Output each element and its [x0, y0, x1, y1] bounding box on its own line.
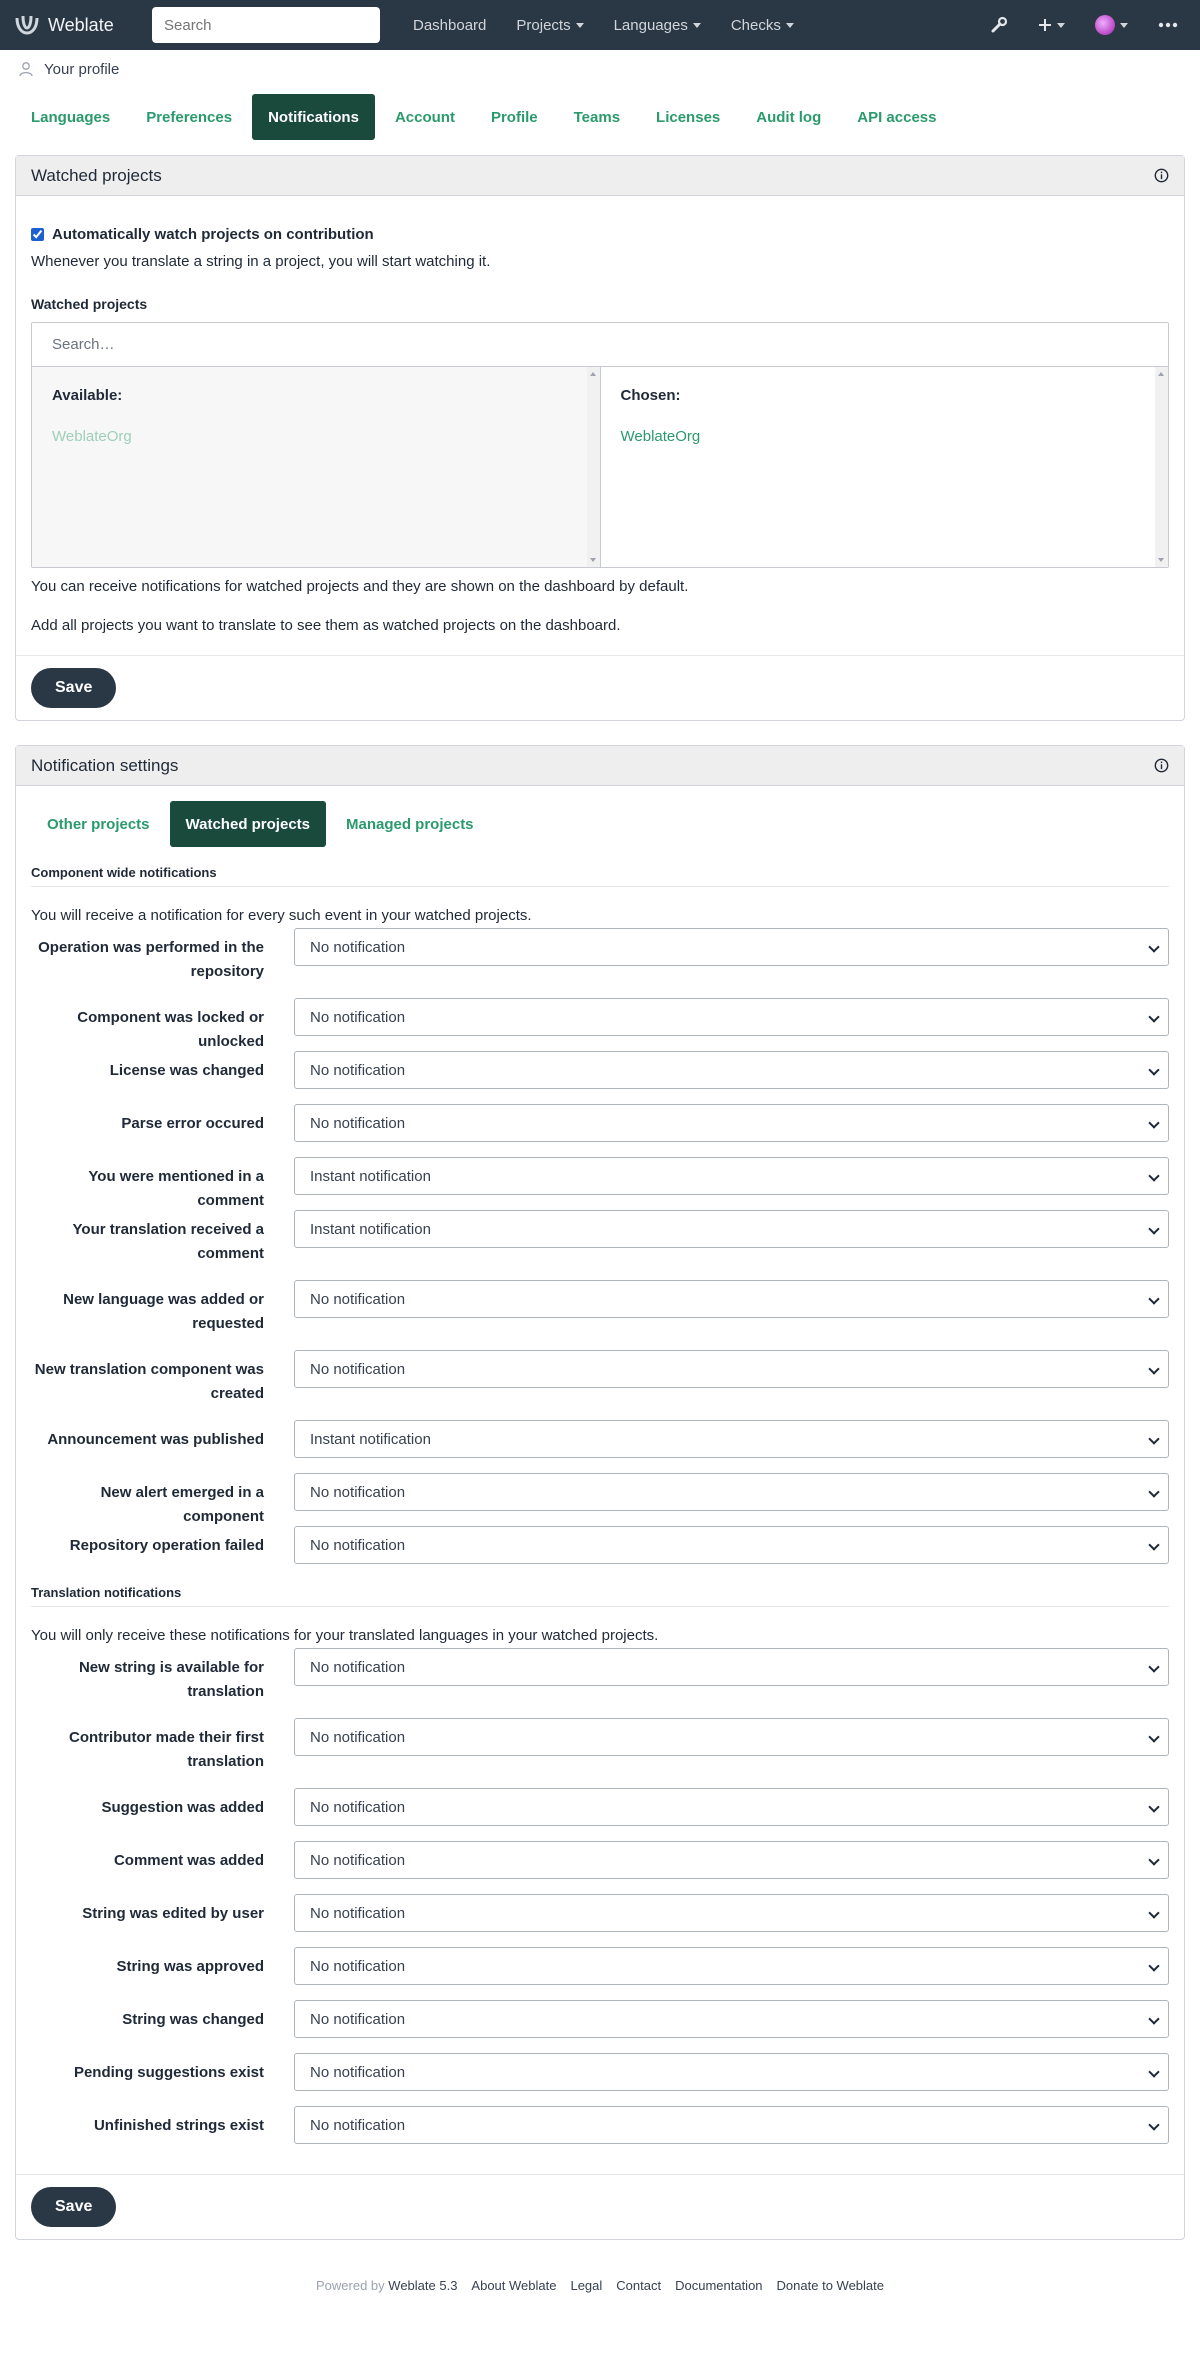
notification-label: Pending suggestions exist — [73, 2064, 264, 2081]
notification-row — [31, 1473, 1169, 1526]
chevron-down-icon — [1148, 1011, 1159, 1022]
notification-select[interactable] — [294, 1350, 1169, 1388]
scroll-down-icon[interactable] — [1158, 558, 1164, 562]
notification-select[interactable] — [294, 2053, 1169, 2091]
chevron-down-icon — [1148, 1223, 1159, 1234]
breadcrumb-label[interactable]: Your profile — [44, 60, 120, 78]
chosen-list — [601, 367, 1169, 567]
footer-link-legal[interactable]: Legal — [570, 2278, 603, 2293]
chosen-item[interactable]: WeblateOrg — [620, 428, 701, 445]
notification-row — [31, 2053, 1169, 2106]
chevron-down-icon — [1148, 1539, 1159, 1550]
notification-row — [31, 1210, 1169, 1280]
profile-tabs — [0, 93, 1200, 141]
notification-row — [31, 1718, 1169, 1788]
tab-preferences[interactable]: Preferences — [146, 108, 233, 126]
notification-label: Your translation received a comment — [72, 1221, 264, 1262]
chevron-down-icon — [1148, 1117, 1159, 1128]
save-notifications-button[interactable]: Save — [31, 2187, 116, 2227]
tab-teams[interactable]: Teams — [573, 108, 621, 126]
notification-select-value: No notification — [310, 2116, 406, 2134]
notification-select[interactable] — [294, 1788, 1169, 1826]
notification-row — [31, 1788, 1169, 1841]
auto-watch-checkbox[interactable] — [31, 228, 44, 241]
chevron-down-icon — [1148, 1907, 1159, 1918]
chevron-down-icon — [1148, 1170, 1159, 1181]
auto-watch-help: Whenever you translate a string in a project, you will start watching it. — [31, 253, 491, 270]
nav-search-input[interactable] — [152, 7, 380, 43]
notification-label: Contributor made their first translation — [68, 1729, 264, 1770]
chevron-down-icon — [1148, 2013, 1159, 2024]
scroll-up-icon[interactable] — [1158, 372, 1164, 376]
brand[interactable] — [14, 12, 152, 38]
notification-select[interactable] — [294, 2106, 1169, 2144]
nav-link-label: Languages — [613, 16, 688, 34]
footer-link-contact[interactable]: Contact — [616, 2278, 662, 2293]
chevron-down-icon — [1148, 1731, 1159, 1742]
nav-right — [990, 15, 1186, 35]
tab-languages[interactable]: Languages — [31, 108, 111, 126]
translation-section-heading: Translation notifications — [31, 1585, 1169, 1607]
caret-down-icon — [1057, 23, 1065, 28]
translation-rows — [31, 1648, 1169, 2159]
footer-version-link[interactable]: Weblate 5.3 — [388, 2278, 458, 2293]
notification-row — [31, 1420, 1169, 1473]
caret-down-icon — [1120, 23, 1128, 28]
notification-select-value: Instant notification — [310, 1430, 431, 1448]
notification-select[interactable] — [294, 1648, 1169, 1686]
selector-lists — [32, 367, 1168, 567]
notification-select-value: No notification — [310, 1798, 406, 1816]
nav-link-label: Checks — [730, 16, 781, 34]
notification-select-value: No notification — [310, 1008, 406, 1026]
project-search-input[interactable]: Search… — [32, 323, 1168, 367]
tab-api-access[interactable]: API access — [857, 108, 937, 126]
notification-select[interactable] — [294, 1473, 1169, 1511]
notification-select-value: No notification — [310, 1851, 406, 1869]
notification-select[interactable] — [294, 1280, 1169, 1318]
tab-watched-projects[interactable]: Watched projects — [170, 801, 326, 847]
notification-label: Announcement was published — [47, 1431, 264, 1448]
notification-select-value: No notification — [310, 2010, 406, 2028]
notification-label: New translation component was created — [34, 1361, 264, 1402]
notification-select[interactable] — [294, 1157, 1169, 1195]
chevron-down-icon — [1148, 1854, 1159, 1865]
notification-label: License was changed — [109, 1062, 264, 1079]
notification-row — [31, 1104, 1169, 1157]
available-list — [32, 367, 601, 567]
component-rows — [31, 928, 1169, 1579]
notification-label: Comment was added — [113, 1852, 264, 1869]
notification-select-value: No notification — [310, 1957, 406, 1975]
translation-section-help: You will only receive these notifications for your translated languages in your watched projects. — [31, 1627, 659, 1644]
footer-link-about[interactable]: About Weblate — [471, 2278, 557, 2293]
notification-label: Repository operation failed — [69, 1537, 264, 1554]
scroll-up-icon[interactable] — [590, 372, 596, 376]
panel-heading — [16, 156, 1184, 196]
brand-name: Weblate — [48, 14, 114, 35]
nav-link-languages[interactable] — [599, 17, 716, 34]
chevron-down-icon — [1148, 1661, 1159, 1672]
notification-select[interactable] — [294, 1718, 1169, 1756]
notification-settings-panel — [15, 745, 1185, 2240]
notification-label: String was changed — [122, 2011, 264, 2028]
notification-label: Unfinished strings exist — [93, 2117, 264, 2134]
notification-select[interactable] — [294, 2000, 1169, 2038]
chevron-down-icon — [1148, 1960, 1159, 1971]
notification-select-value: No notification — [310, 1114, 406, 1132]
person-icon — [18, 61, 34, 77]
notification-select-value: No notification — [310, 1483, 406, 1501]
footer-link-documentation[interactable]: Documentation — [675, 2278, 763, 2293]
notification-select[interactable] — [294, 1526, 1169, 1564]
info-icon[interactable] — [1154, 758, 1169, 773]
caret-down-icon — [786, 23, 794, 28]
notification-select-value: No notification — [310, 1061, 406, 1079]
notification-row — [31, 2106, 1169, 2159]
chevron-down-icon — [1148, 1293, 1159, 1304]
notification-row — [31, 998, 1169, 1051]
chevron-down-icon — [1148, 1064, 1159, 1075]
footer-link-donate[interactable]: Donate to Weblate — [776, 2278, 884, 2293]
notification-select-value: Instant notification — [310, 1220, 431, 1238]
notification-select-value: No notification — [310, 938, 406, 956]
nav-link-label: Projects — [516, 16, 571, 34]
notification-select[interactable] — [294, 1210, 1169, 1248]
powered-by-label: Powered by — [316, 2278, 385, 2293]
notification-select[interactable] — [294, 1104, 1169, 1142]
panel-heading — [16, 746, 1184, 786]
notification-label: Parse error occured — [121, 1115, 264, 1132]
panel-footer — [16, 2174, 1184, 2239]
notification-select-value: No notification — [310, 1360, 406, 1378]
panel-body — [16, 196, 1184, 655]
caret-down-icon — [576, 23, 584, 28]
notification-label: Component was locked or unlocked — [77, 1009, 264, 1050]
tab-profile[interactable]: Profile — [490, 108, 538, 126]
notification-select[interactable] — [294, 1894, 1169, 1932]
chevron-down-icon — [1148, 2066, 1159, 2077]
plus-icon[interactable] — [1038, 18, 1065, 32]
chevron-down-icon — [1148, 1801, 1159, 1812]
panel-footer — [16, 655, 1184, 720]
watched-help-1: You can receive notifications for watched projects and they are shown on the dashboard by default. — [31, 578, 689, 595]
notification-label: String was approved — [116, 1958, 264, 1975]
chevron-down-icon — [1148, 2119, 1159, 2130]
notification-select[interactable] — [294, 928, 1169, 966]
notification-row — [31, 1947, 1169, 2000]
notification-label: New language was added or requested — [63, 1291, 264, 1332]
notification-row — [31, 1350, 1169, 1420]
notification-select-value: No notification — [310, 1658, 406, 1676]
notification-select[interactable] — [294, 1051, 1169, 1089]
watched-projects-label: Watched projects — [31, 296, 148, 312]
nav-link-projects[interactable] — [501, 17, 598, 34]
tab-managed-projects[interactable]: Managed projects — [346, 815, 474, 833]
top-navbar — [0, 0, 1200, 50]
chevron-down-icon — [1148, 1363, 1159, 1374]
nav-link-label: Dashboard — [413, 16, 487, 34]
notification-row — [31, 1051, 1169, 1104]
notification-select-value: Instant notification — [310, 1167, 431, 1185]
notification-label: String was edited by user — [82, 1905, 264, 1922]
tab-account[interactable]: Account — [394, 108, 455, 126]
chevron-down-icon — [1148, 941, 1159, 952]
chevron-down-icon — [1148, 1433, 1159, 1444]
panel-body — [16, 786, 1184, 2174]
notification-select-value: No notification — [310, 1728, 406, 1746]
notification-row — [31, 1894, 1169, 1947]
weblate-logo-icon — [14, 12, 40, 38]
scrollbar[interactable] — [1155, 367, 1168, 567]
notification-select-value: No notification — [310, 1904, 406, 1922]
save-watched-button[interactable]: Save — [31, 668, 116, 708]
notification-row — [31, 1526, 1169, 1579]
notification-row — [31, 2000, 1169, 2053]
breadcrumb — [0, 50, 1200, 88]
scrollbar[interactable] — [587, 367, 600, 567]
notification-row — [31, 1648, 1169, 1718]
watched-help-2: Add all projects you want to translate to see them as watched projects on the dashboard. — [31, 617, 621, 634]
notification-label: New string is available for translation — [78, 1659, 264, 1700]
notification-select-value: No notification — [310, 1536, 406, 1554]
tab-audit-log[interactable]: Audit log — [756, 108, 822, 126]
notification-select-value: No notification — [310, 2063, 406, 2081]
caret-down-icon — [693, 23, 701, 28]
notification-label: Operation was performed in the repository — [38, 939, 264, 980]
nav-links — [398, 17, 809, 34]
panel-title: Notification settings — [31, 755, 179, 775]
component-section-heading: Component wide notifications — [31, 865, 1169, 887]
notification-row — [31, 1157, 1169, 1210]
scroll-down-icon[interactable] — [590, 558, 596, 562]
available-item[interactable]: WeblateOrg — [52, 428, 132, 445]
notification-label: Suggestion was added — [101, 1799, 264, 1816]
notification-label: New alert emerged in a component — [100, 1484, 264, 1525]
chosen-title: Chosen: — [620, 387, 681, 404]
notification-row — [31, 928, 1169, 998]
notification-row — [31, 1280, 1169, 1350]
tab-other-projects[interactable]: Other projects — [47, 815, 150, 833]
tab-licenses[interactable]: Licenses — [656, 108, 721, 126]
auto-watch-checkbox-row[interactable] — [31, 226, 1169, 243]
tab-notifications[interactable]: Notifications — [252, 94, 375, 140]
component-section-help: You will receive a notification for every such event in your watched projects. — [31, 907, 532, 924]
user-menu[interactable] — [1095, 15, 1128, 35]
nav-link-dashboard[interactable] — [398, 17, 501, 34]
page-footer — [0, 2278, 1200, 2293]
notification-select[interactable] — [294, 1420, 1169, 1458]
wrench-icon[interactable] — [990, 16, 1008, 34]
notification-select-value: No notification — [310, 1290, 406, 1308]
more-icon[interactable] — [1158, 22, 1178, 28]
avatar — [1095, 15, 1115, 35]
chevron-down-icon — [1148, 1486, 1159, 1497]
notification-row — [31, 1841, 1169, 1894]
available-title: Available: — [52, 387, 123, 404]
info-icon[interactable] — [1154, 168, 1169, 183]
auto-watch-label: Automatically watch projects on contribution — [52, 226, 374, 243]
notification-label: You were mentioned in a comment — [88, 1168, 264, 1209]
notification-select[interactable] — [294, 998, 1169, 1036]
nav-link-checks[interactable] — [716, 17, 809, 34]
watched-projects-panel — [15, 155, 1185, 721]
panel-title: Watched projects — [31, 165, 162, 185]
project-selector — [31, 322, 1169, 568]
notification-select[interactable] — [294, 1841, 1169, 1879]
notification-tabs — [31, 801, 1169, 847]
notification-select[interactable] — [294, 1947, 1169, 1985]
